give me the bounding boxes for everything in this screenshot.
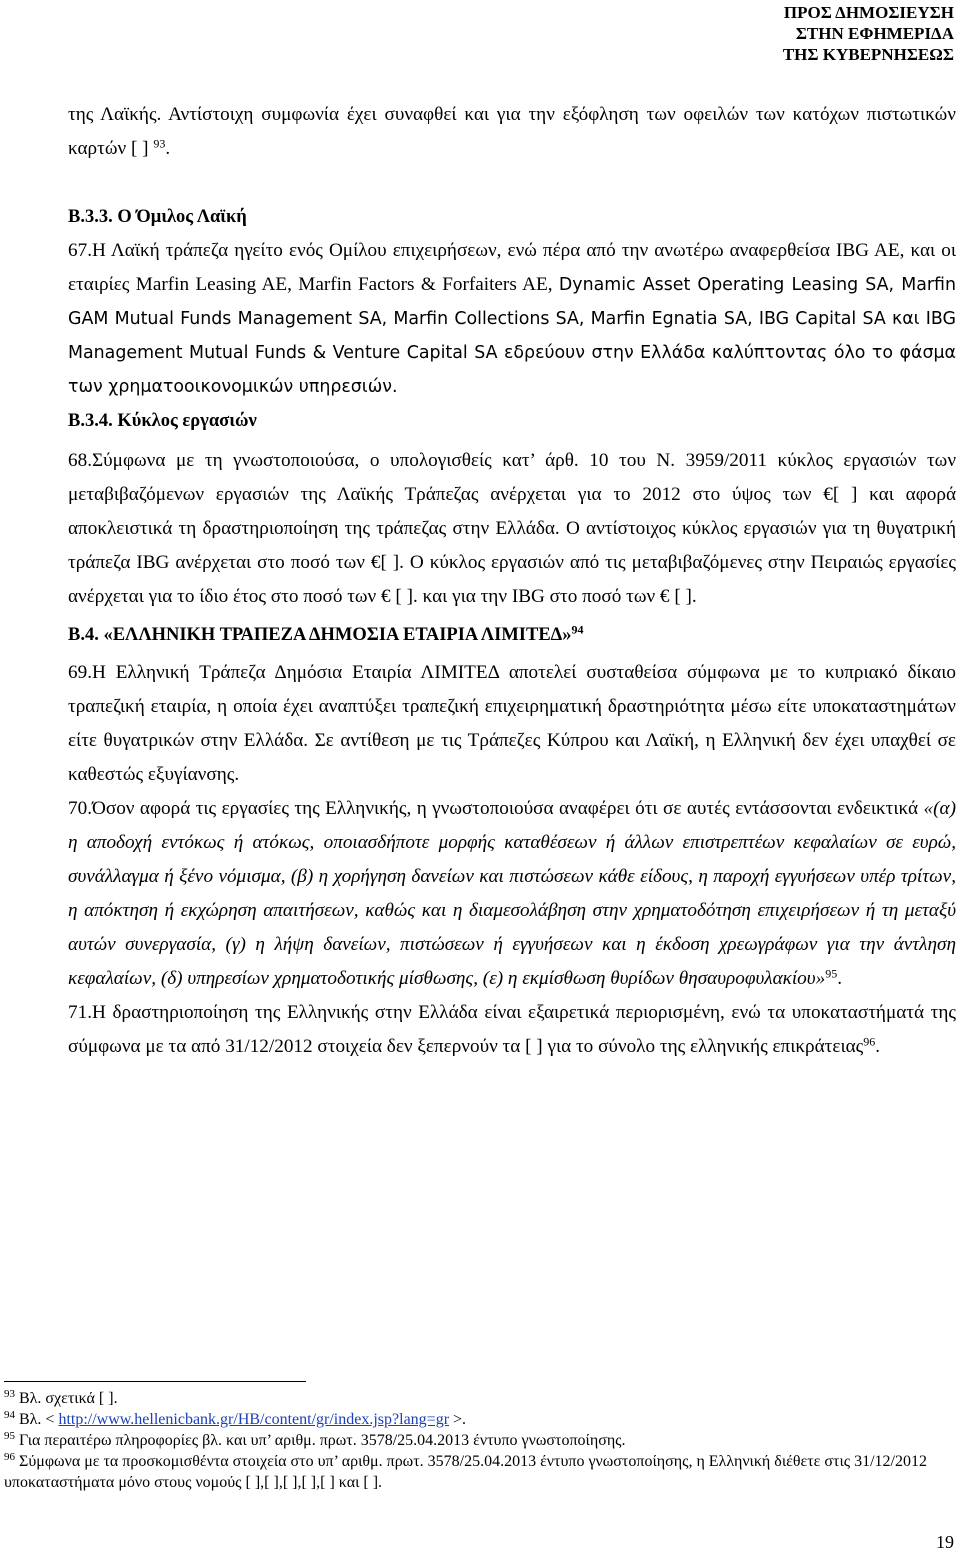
continuation-paragraph: της Λαϊκής. Αντίστοιχη συμφωνία έχει συναφθεί και για την εξόφληση των οφειλών των κατόχων πιστωτικών καρτών [ ] $^{93}$. [68, 104, 956, 159]
header-line-3: ΤΗΣ ΚΥΒΕΡΝΗΣΕΩΣ [782, 45, 954, 64]
paragraph-number: 71. [68, 1002, 92, 1023]
document-body [68, 98, 956, 1064]
footnote-93: $^{93}$ Βλ. σχετικά [ ]. [4, 1387, 118, 1407]
footnote-separator [4, 1381, 306, 1382]
paragraph-number: 69. [68, 662, 92, 683]
footnote-ref-93[interactable]: 93 [153, 136, 166, 151]
footnote-ref-95[interactable]: 95 [825, 966, 838, 981]
header-line-1: ΠΡΟΣ ΔΗΜΟΣΙΕΥΣΗ [783, 3, 954, 22]
paragraph-69: 69.Η Ελληνική Τράπεζα Δημόσια Εταιρία ΛΙΜΙΤΕΔ αποτελεί συσταθείσα σύμφωνα με το κυπριακό δίκαιο τραπεζική εταιρία, η οποία έχει αναπτύξει τραπεζική επιχειρηματική δραστηριότητα μέσω είτε υποκαταστημάτων είτε θυγατρικών στην Ελλάδα. Σε αντίθεση με τις Τράπεζες Κύπρου και Λαϊκή, η Ελληνική δεν έχει υπαχθεί σε καθεστώς εξυγίανσης. [68, 656, 956, 792]
footnote-95: $^{95}$ Για περαιτέρω πληροφορίες βλ. και υπ’ αριθμ. πρωτ. 3578/25.04.2013 έντυπο γνωστοποίησης. [4, 1429, 626, 1449]
paragraph-67: 67.Η Λαϊκή τράπεζα ηγείτο ενός Ομίλου επιχειρήσεων, ενώ πέρα από την ανωτέρω αναφερθείσα IBG AE, και οι εταιρίες Marfin Leasing AE, Marfin Factors & Forfaiters AE, Dynamic Asset Operating Leasing SA, Marfin GAM Mutual Funds Management SA, Marfin Collections SA, Marfin Egnatia SA, IBG Capital SA και IBG Management Mutual Funds & Venture Capital SA εδρεύουν στην Ελλάδα καλύπτοντας όλο το φάσμα των χρηματοοικονομικών υπηρεσιών. [68, 234, 956, 404]
footnote-ref-96[interactable]: 96 [863, 1034, 876, 1049]
paragraph-68: 68.Σύμφωνα με τη γνωστοποιούσα, ο υπολογισθείς κατ’ άρθ. 10 του Ν. 3959/2011 κύκλος εργασιών των μεταβιβαζόμενων εργασιών της Λαϊκής Τράπεζας ανέρχεται για το 2012 στο ύψος των €[ ] και αφορά αποκλειστικά τη δραστηριοποίηση της τράπεζας στην Ελλάδα. Ο αντίστοιχος κύκλος εργασιών για τη θυγατρική τράπεζα IBG ανέρχεται στο ποσό των €[ ]. Ο κύκλος εργασιών από τις μεταβιβαζόμενες στην Πειραιώς εργασίες ανέρχεται για το ίδιο έτος στο ποσό των € [ ]. και για την IBG στο ποσό των € [ ]. [68, 444, 956, 614]
quoted-activities: «(α) η αποδοχή εντόκως ή ατόκως, οποιασδήποτε μορφής καταθέσεων ή άλλων επιστρεπτέων κεφαλαίων σε ευρώ, συνάλλαγμα ή ξένο νόμισμα, (β) η χορήγηση δανείων και πιστώσεων κάθε είδους, η παροχή εγγυήσεων υπέρ τρίτων, η απόκτηση ή εκχώρηση απαιτήσεων, καθώς και η διαμεσολάβηση στην χρηματοδότηση επιχειρήσεων ή τη μεταξύ αυτών συνεργασία, (γ) η λήψη δανείων, πιστώσεων ή εγγυήσεων και η έκδοση χρεωγράφων για την άντληση κεφαλαίων, (δ) υπηρεσίων χρηματοδοτικής μίσθωσης, (ε) η εκμίσθωση θυρίδων θησαυροφυλακίου» [68, 798, 956, 989]
paragraph-number: 67. [68, 240, 92, 261]
paragraph-70: 70.Όσον αφορά τις εργασίες της Ελληνικής, η γνωστοποιούσα αναφέρει ότι σε αυτές εντάσσονται ενδεικτικά «(α) η αποδοχή εντόκως ή ατόκως, οποιασδήποτε μορφής καταθέσεων ή άλλων επιστρεπτέων κεφαλαίων σε ευρώ, συνάλλαγμα ή ξένο νόμισμα, (β) η χορήγηση δανείων και πιστώσεων κάθε είδους, η παροχή εγγυήσεων υπέρ τρίτων, η απόκτηση ή εκχώρηση απαιτήσεων, καθώς και η διαμεσολάβηση στην χρηματοδότηση επιχειρήσεων ή τη μεταξύ αυτών συνεργασία, (γ) η λήψη δανείων, πιστώσεων ή εγγυήσεων και η έκδοση χρεωγράφων για την άντληση κεφαλαίων, (δ) υπηρεσίων χρηματοδοτικής μίσθωσης, (ε) η εκμίσθωση θυρίδων θησαυροφυλακίου»$^{95}$. [68, 792, 956, 996]
paragraph-number: 70. [68, 798, 92, 819]
section-heading-b4: Β.4. «ΕΛΛΗΝΙΚΗ ΤΡΑΠΕΖΑ ΔΗΜΟΣΙΑ ΕΤΑΙΡΙΑ ΛΙΜΙΤΕΔ»$^{94}$ [68, 622, 584, 645]
paragraph-number: 68. [68, 450, 92, 471]
header-line-2: ΣΤΗΝ ΕΦΗΜΕΡΙΔΑ [795, 24, 954, 43]
paragraph-71: 71.Η δραστηριοποίηση της Ελληνικής στην Ελλάδα είναι εξαιρετικά περιορισμένη, ενώ τα υποκαταστήματά της σύμφωνα με τα από 31/12/2012 στοιχεία δεν ξεπερνούν τα [ ] για το σύνολο της ελληνικής επικράτειας$^{96}$. [68, 996, 956, 1064]
section-heading-b33: Β.3.3. Ο Όμιλος Λαϊκή [68, 207, 247, 227]
footnote-96: $^{96}$ Σύμφωνα με τα προσκομισθέντα στοιχεία στο υπ’ αριθμ. πρωτ. 3578/25.04.2013 έντυπο γνωστοποίησης, η Ελληνική διέθετε στις 31/12/2012 υποκαταστήματα μόνο στους νομούς [ ],[ ],[ ],[ ],[ ] και [ ]. [4, 1450, 927, 1491]
section-heading-b34: Β.3.4. Κύκλος εργασιών [68, 411, 257, 431]
footnote-ref-94[interactable]: 94 [571, 622, 584, 637]
page-number: 19 [936, 1532, 954, 1552]
footnotes [4, 1388, 956, 1493]
publication-header [783, 2, 954, 65]
hellenicbank-link[interactable]: http://www.hellenicbank.gr/HB/content/gr/index.jsp?lang=gr [58, 1411, 450, 1428]
footnote-94: $^{94}$ Βλ. < http://www.hellenicbank.gr/HB/content/gr/index.jsp?lang=gr >. [4, 1408, 467, 1428]
